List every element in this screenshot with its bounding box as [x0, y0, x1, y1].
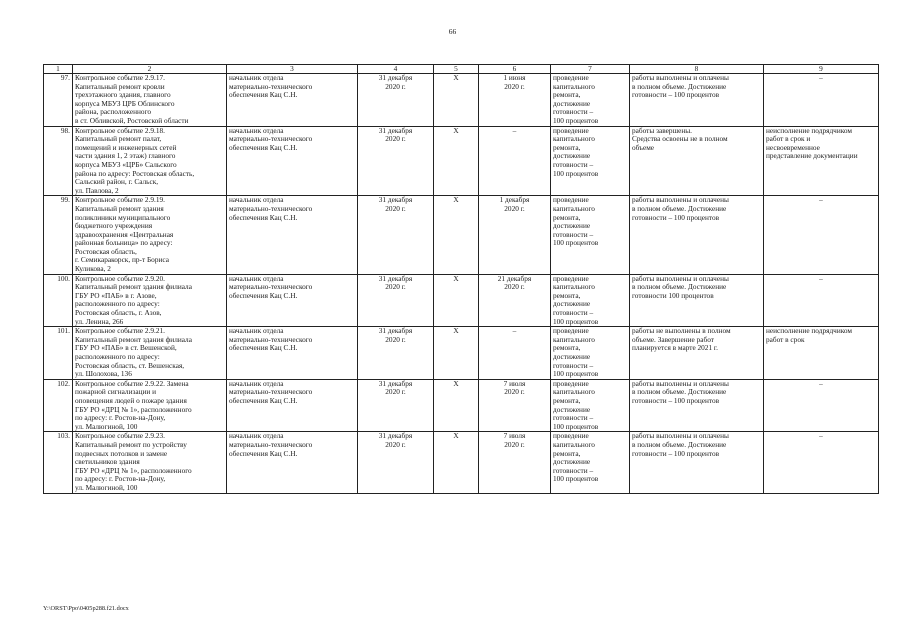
column-5-cell: Х [434, 74, 479, 127]
cell-text-line: ул. Ленина, 266 [75, 316, 124, 326]
cell-text-line: Средства освоены не в полном [632, 134, 728, 144]
cell-text-line: Ростовская область, ст. Вешенская, [75, 360, 185, 370]
cell-text-line: – [819, 274, 823, 283]
cell-text-line: Капитальный ремонт палат, [75, 134, 162, 144]
reason-cell [764, 379, 879, 432]
cell-text-line: достижение [553, 299, 591, 309]
control-event-cell [73, 126, 227, 196]
reason-cell [764, 74, 879, 127]
cell-text-line: 31 декабря [378, 195, 413, 205]
column-header: 7 [551, 65, 630, 74]
reason-cell [764, 432, 879, 493]
cell-text-line: ул. Малюгиной, 100 [75, 482, 138, 492]
cell-text-line: работ в срок [766, 334, 805, 344]
cell-text-line: Сальский район, г. Сальск, [75, 177, 159, 187]
row-number-cell: 100. [44, 274, 73, 327]
cell-text-line: расположенного по адресу: [75, 352, 160, 361]
table-row [44, 126, 879, 196]
responsible-person-cell [227, 327, 358, 380]
planned-date-cell [358, 74, 434, 127]
status-cell [630, 432, 764, 493]
cell-text-line: Контрольное событие 2.9.19. [75, 195, 165, 205]
cell-text-line: корпуса МБУЗ ЦРБ Облинского [75, 98, 175, 108]
cell-text-line: – [819, 73, 823, 82]
cell-text-line: работы выполнены и оплачены [632, 379, 729, 388]
cell-text-line: работы выполнены и оплачены [632, 195, 729, 205]
column-header: 3 [227, 65, 358, 74]
control-event-cell [73, 327, 227, 380]
cell-text-line: начальник отдела [229, 431, 284, 441]
cell-text-line: работы не выполнены в полном [632, 326, 731, 336]
actual-date-cell [479, 126, 551, 196]
cell-text-line: проведение [553, 73, 589, 82]
planned-date-cell [358, 379, 434, 432]
cell-text-line: Капитальный ремонт здания [75, 203, 164, 213]
cell-text-line: 2020 г. [385, 134, 406, 144]
column-header: 4 [358, 65, 434, 74]
cell-text-line: работы выполнены и оплачены [632, 73, 729, 82]
cell-text-line: ГБУ РО «ДРЦ № 1», расположенного [75, 465, 192, 475]
cell-text-line: – [512, 126, 517, 135]
control-event-cell [73, 379, 227, 432]
cell-text-line: Контрольное событие 2.9.18. [75, 126, 165, 135]
cell-text-line: обеспечения Кац С.Н. [229, 395, 298, 405]
column-5-cell: Х [434, 196, 479, 274]
cell-text-line: начальник отдела [229, 73, 284, 82]
cell-text-line: в полном объеме. Достижение [632, 282, 727, 292]
cell-text-line: Капитальный ремонт здания филиала [75, 334, 192, 344]
expected-result-cell [551, 432, 630, 493]
expected-result-cell [551, 74, 630, 127]
cell-text-line: – [819, 379, 823, 388]
expected-result-cell [551, 196, 630, 274]
cell-text-line: капитального [553, 439, 595, 449]
cell-text-line: 100 процентов [553, 168, 599, 178]
cell-text-line: неисполнение подрядчиком [766, 326, 853, 336]
planned-date-cell [358, 327, 434, 380]
cell-text-line: готовности – [553, 413, 594, 423]
cell-text-line: Капитальный ремонт по устройству [75, 439, 187, 449]
control-event-cell [73, 432, 227, 493]
cell-text-line: представление документации [766, 151, 858, 161]
actual-date-cell [479, 74, 551, 127]
column-header: 8 [630, 65, 764, 74]
row-number-cell: 98. [44, 126, 73, 196]
responsible-person-cell [227, 379, 358, 432]
cell-text-line: 2020 г. [504, 203, 525, 213]
cell-text-line: обеспечения Кац С.Н. [229, 142, 298, 152]
table-body [44, 74, 879, 494]
cell-text-line: готовности – 100 процентов [632, 395, 720, 405]
cell-text-line: светильников здания [75, 457, 140, 467]
column-5-cell: Х [434, 274, 479, 327]
table-row [44, 432, 879, 493]
table-row [44, 274, 879, 327]
cell-text-line: Контрольное событие 2.9.17. [75, 73, 165, 82]
cell-text-line: капитального [553, 334, 595, 344]
cell-text-line: 2020 г. [385, 203, 406, 213]
cell-text-line: – [512, 326, 517, 336]
cell-text-line: оповещения людей о пожаре здания [75, 395, 187, 405]
cell-text-line: готовности – [553, 308, 594, 318]
cell-text-line: ул. Павлова, 2 [75, 185, 119, 195]
cell-text-line: готовности – [553, 465, 594, 475]
cell-text-line: достижение [553, 221, 591, 231]
cell-text-line: 2020 г. [385, 439, 406, 449]
cell-text-line: в полном объеме. Достижение [632, 439, 727, 449]
cell-text-line: работы выполнены и оплачены [632, 274, 729, 283]
cell-text-line: Контрольное событие 2.9.20. [75, 274, 165, 283]
planned-date-cell [358, 196, 434, 274]
cell-text-line: 31 декабря [378, 379, 413, 388]
cell-text-line: 7 июля [503, 379, 526, 388]
row-number-cell: 97. [44, 74, 73, 127]
column-5-cell: Х [434, 126, 479, 196]
cell-text-line: материально-технического [229, 81, 313, 91]
row-number-cell: 102. [44, 379, 73, 432]
planned-date-cell [358, 126, 434, 196]
cell-text-line: ул. Малюгиной, 100 [75, 421, 138, 431]
control-event-cell [73, 74, 227, 127]
planned-date-cell [358, 274, 434, 327]
cell-text-line: объеме [632, 142, 655, 152]
cell-text-line: готовности – [553, 159, 594, 169]
cell-text-line: начальник отдела [229, 326, 284, 336]
responsible-person-cell [227, 274, 358, 327]
cell-text-line: достижение [553, 457, 591, 467]
cell-text-line: 100 процентов [553, 238, 599, 248]
cell-text-line: материально-технического [229, 387, 313, 397]
cell-text-line: готовности – [553, 107, 594, 117]
cell-text-line: начальник отдела [229, 379, 284, 388]
row-number-cell: 99. [44, 196, 73, 274]
cell-text-line: ремонта, [553, 448, 581, 458]
column-5-cell: Х [434, 379, 479, 432]
cell-text-line: материально-технического [229, 439, 313, 449]
cell-text-line: корпуса МБУЗ «ЦРБ» Сальского [75, 159, 177, 169]
cell-text-line: планируется в марте 2021 г. [632, 343, 718, 353]
cell-text-line: районная больница» по адресу: [75, 238, 173, 248]
cell-text-line: 2020 г. [504, 439, 525, 449]
row-number-cell: 101. [44, 327, 73, 380]
cell-text-line: в полном объеме. Достижение [632, 387, 727, 397]
cell-text-line: ГБУ РО «ДРЦ № 1», расположенного [75, 404, 192, 414]
cell-text-line: 1 декабря [499, 195, 530, 205]
column-5-cell: Х [434, 327, 479, 380]
cell-text-line: капитального [553, 282, 595, 292]
cell-text-line: в полном объеме. Достижение [632, 203, 727, 213]
control-event-cell [73, 274, 227, 327]
responsible-person-cell [227, 196, 358, 274]
cell-text-line: готовности – 100 процентов [632, 448, 720, 458]
reason-cell [764, 327, 879, 380]
cell-text-line: готовности – 100 процентов [632, 90, 720, 100]
cell-text-line: ремонта, [553, 212, 581, 222]
control-events-table [43, 64, 879, 494]
cell-text-line: достижение [553, 404, 591, 414]
cell-text-line: 2020 г. [504, 282, 525, 292]
cell-text-line: материально-технического [229, 203, 313, 213]
cell-text-line: обеспечения Кац С.Н. [229, 343, 298, 353]
table-row [44, 327, 879, 380]
reason-cell [764, 126, 879, 196]
cell-text-line: ул. Шолохова, 136 [75, 369, 132, 379]
cell-text-line: Капитальный ремонт кровли [75, 81, 165, 91]
table-row [44, 379, 879, 432]
cell-text-line: проведение [553, 379, 589, 388]
cell-text-line: готовности – 100 процентов [632, 212, 720, 222]
cell-text-line: неисполнение подрядчиком [766, 126, 853, 135]
cell-text-line: здравоохранения «Центральная [75, 229, 174, 239]
column-header: 9 [764, 65, 879, 74]
expected-result-cell [551, 274, 630, 327]
cell-text-line: помещений и инженерных сетей [75, 142, 177, 152]
cell-text-line: капитального [553, 203, 595, 213]
cell-text-line: по адресу: г. Ростов-на-Дону, [75, 413, 166, 423]
cell-text-line: подвесных потолков и замене [75, 448, 168, 458]
cell-text-line: поликлиники муниципального [75, 212, 171, 222]
cell-text-line: готовности – [553, 229, 594, 239]
cell-text-line: пожарной сигнализации и [75, 387, 157, 397]
cell-text-line: начальник отдела [229, 126, 284, 135]
cell-text-line: Контрольное событие 2.9.21. [75, 326, 165, 336]
cell-text-line: 100 процентов [553, 316, 599, 326]
cell-text-line: Контрольное событие 2.9.23. [75, 431, 165, 441]
table-row [44, 196, 879, 274]
cell-text-line: обеспечения Кац С.Н. [229, 290, 298, 300]
cell-text-line: работы выполнены и оплачены [632, 431, 729, 441]
cell-text-line: в полном объеме. Достижение [632, 81, 727, 91]
column-header: 2 [73, 65, 227, 74]
cell-text-line: достижение [553, 98, 591, 108]
cell-text-line: достижение [553, 151, 591, 161]
cell-text-line: капитального [553, 81, 595, 91]
cell-text-line: 31 декабря [378, 274, 413, 283]
cell-text-line: достижение [553, 352, 591, 361]
cell-text-line: 2020 г. [504, 81, 525, 91]
cell-text-line: капитального [553, 387, 595, 397]
cell-text-line: начальник отдела [229, 274, 284, 283]
cell-text-line: 100 процентов [553, 421, 599, 431]
expected-result-cell [551, 327, 630, 380]
cell-text-line: трехэтажного здания, главного [75, 90, 171, 100]
cell-text-line: ремонта, [553, 142, 581, 152]
cell-text-line: работы завершены. [632, 126, 692, 135]
expected-result-cell [551, 126, 630, 196]
cell-text-line: Контрольное событие 2.9.22. Замена [75, 379, 189, 388]
reason-cell [764, 196, 879, 274]
cell-text-line: 31 декабря [378, 126, 413, 135]
cell-text-line: 31 декабря [378, 431, 413, 441]
status-cell [630, 327, 764, 380]
cell-text-line: в ст. Обливской, Ростовской области [75, 115, 189, 125]
cell-text-line: обеспечения Кац С.Н. [229, 212, 298, 222]
control-event-cell [73, 196, 227, 274]
header-row [44, 65, 879, 74]
cell-text-line: бюджетного учреждения [75, 221, 153, 231]
cell-text-line: начальник отдела [229, 195, 284, 205]
cell-text-line: 2020 г. [385, 81, 406, 91]
cell-text-line: 2020 г. [385, 334, 406, 344]
responsible-person-cell [227, 432, 358, 493]
cell-text-line: 2020 г. [504, 387, 525, 397]
cell-text-line: работ в срок и [766, 134, 811, 144]
cell-text-line: материально-технического [229, 334, 313, 344]
cell-text-line: 7 июля [503, 431, 526, 441]
cell-text-line: ремонта, [553, 90, 581, 100]
cell-text-line: 100 процентов [553, 369, 599, 379]
cell-text-line: капитального [553, 134, 595, 144]
cell-text-line: 2020 г. [385, 282, 406, 292]
cell-text-line: Капитальный ремонт здания филиала [75, 282, 192, 292]
cell-text-line: Куликова, 2 [75, 264, 111, 274]
cell-text-line: района по адресу: Ростовская область, [75, 168, 195, 178]
cell-text-line: расположенного по адресу: [75, 299, 160, 309]
cell-text-line: 31 декабря [378, 73, 413, 82]
cell-text-line: 21 декабря [497, 274, 532, 283]
actual-date-cell [479, 432, 551, 493]
row-number-cell: 103. [44, 432, 73, 493]
responsible-person-cell [227, 74, 358, 127]
table-row [44, 74, 879, 127]
cell-text-line: 1 июня [503, 73, 526, 82]
status-cell [630, 126, 764, 196]
status-cell [630, 74, 764, 127]
cell-text-line: по адресу: г. Ростов-на-Дону, [75, 474, 166, 484]
status-cell [630, 196, 764, 274]
cell-text-line: обеспечения Кац С.Н. [229, 90, 298, 100]
cell-text-line: ГБУ РО «ПАБ» в г. Азове, [75, 290, 157, 300]
actual-date-cell [479, 274, 551, 327]
cell-text-line: готовности 100 процентов [632, 290, 714, 300]
cell-text-line: материально-технического [229, 282, 313, 292]
column-header: 6 [479, 65, 551, 74]
cell-text-line: проведение [553, 126, 589, 135]
column-header: 1 [44, 65, 73, 74]
actual-date-cell [479, 327, 551, 380]
expected-result-cell [551, 379, 630, 432]
cell-text-line: материально-технического [229, 134, 313, 144]
cell-text-line: 31 декабря [378, 326, 413, 336]
cell-text-line: проведение [553, 431, 589, 441]
cell-text-line: 100 процентов [553, 474, 599, 484]
cell-text-line: проведение [553, 274, 589, 283]
actual-date-cell [479, 379, 551, 432]
cell-text-line: – [819, 431, 823, 441]
cell-text-line: ремонта, [553, 343, 581, 353]
status-cell [630, 379, 764, 432]
cell-text-line: ГБУ РО «ПАБ» в ст. Вешенской, [75, 343, 177, 353]
cell-text-line: ремонта, [553, 395, 581, 405]
cell-text-line: 100 процентов [553, 115, 599, 125]
cell-text-line: готовности – [553, 360, 594, 370]
cell-text-line: 2020 г. [385, 387, 406, 397]
cell-text-line: г. Семикаракорск, пр-т Бориса [75, 255, 169, 265]
cell-text-line: Ростовская область, [75, 246, 137, 256]
cell-text-line: ремонта, [553, 290, 581, 300]
cell-text-line: несвоевременное [766, 142, 820, 152]
reason-cell [764, 274, 879, 327]
footer-file-path: Y:\ORST\Ppo\0405p288.f21.docx [43, 605, 129, 612]
cell-text-line: Ростовская область, г. Азов, [75, 308, 162, 318]
cell-text-line: обеспечения Кац С.Н. [229, 448, 298, 458]
cell-text-line: части здания 1, 2 этаж) главного [75, 151, 176, 161]
actual-date-cell [479, 196, 551, 274]
status-cell [630, 274, 764, 327]
cell-text-line: проведение [553, 326, 589, 336]
cell-text-line: – [819, 195, 823, 205]
responsible-person-cell [227, 126, 358, 196]
cell-text-line: объеме. Завершение работ [632, 334, 714, 344]
cell-text-line: района, расположенного [75, 107, 152, 117]
planned-date-cell [358, 432, 434, 493]
column-header: 5 [434, 65, 479, 74]
column-5-cell: Х [434, 432, 479, 493]
page-number: 66 [448, 27, 457, 36]
cell-text-line: проведение [553, 195, 589, 205]
